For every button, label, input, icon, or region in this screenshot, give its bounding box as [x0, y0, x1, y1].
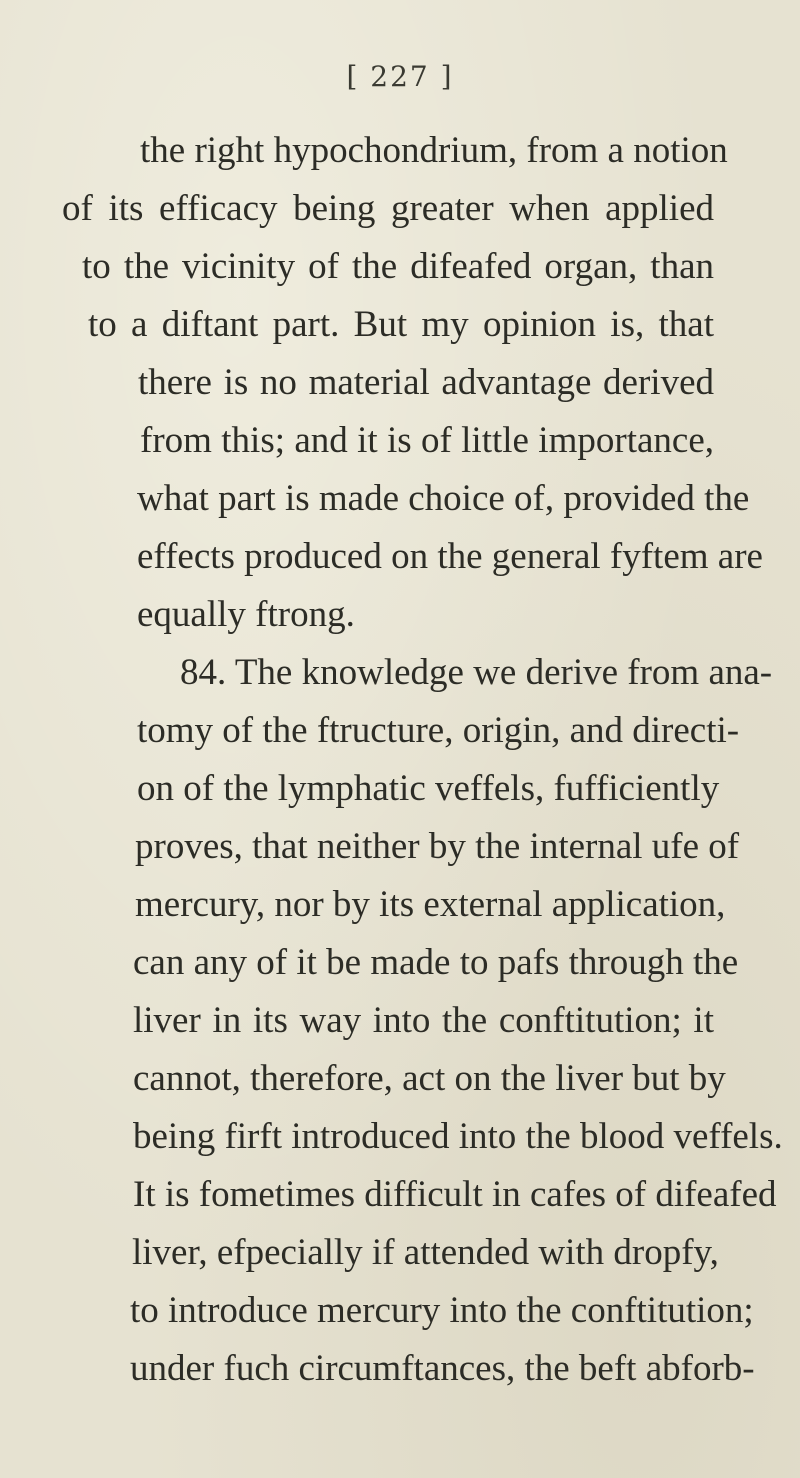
text-line: mercury, nor by its external application, — [135, 884, 726, 925]
text-line: tomy of the ftructure, origin, and directi- — [137, 710, 740, 751]
text-line: equally ftrong. — [137, 594, 355, 635]
text-line: of its efficacy being greater when applied — [62, 188, 714, 229]
text-line: being firft introduced into the blood veffels. — [133, 1116, 783, 1157]
text-line: can any of it be made to pafs through the — [133, 942, 739, 983]
text-line: from this; and it is of little importance, — [140, 420, 714, 461]
text-line: under fuch circumftances, the beft abforb- — [130, 1348, 755, 1389]
text-line: effects produced on the general fyftem are — [137, 536, 763, 577]
text-line: cannot, therefore, act on the liver but by — [133, 1058, 726, 1099]
text-line: 84. The knowledge we derive from ana- — [180, 652, 773, 693]
text-line: It is fometimes difficult in cafes of difeafed — [133, 1174, 777, 1215]
text-line: liver in its way into the conftitution; it — [133, 1000, 714, 1041]
text-line: there is no material advantage derived — [138, 362, 714, 403]
text-line: liver, efpecially if attended with dropfy, — [132, 1232, 719, 1273]
text-line: to introduce mercury into the conftitution; — [130, 1290, 754, 1331]
text-line: to a diftant part. But my opinion is, that — [88, 304, 714, 345]
text-line: the right hypochondrium, from a notion — [140, 130, 728, 171]
text-line: on of the lymphatic veffels, fufficiently — [137, 768, 720, 809]
text-line: what part is made choice of, provided the — [137, 478, 750, 519]
text-line: proves, that neither by the internal ufe of — [135, 826, 740, 867]
page-number: [ 227 ] — [346, 60, 454, 93]
text-line: to the vicinity of the difeafed organ, than — [82, 246, 714, 287]
